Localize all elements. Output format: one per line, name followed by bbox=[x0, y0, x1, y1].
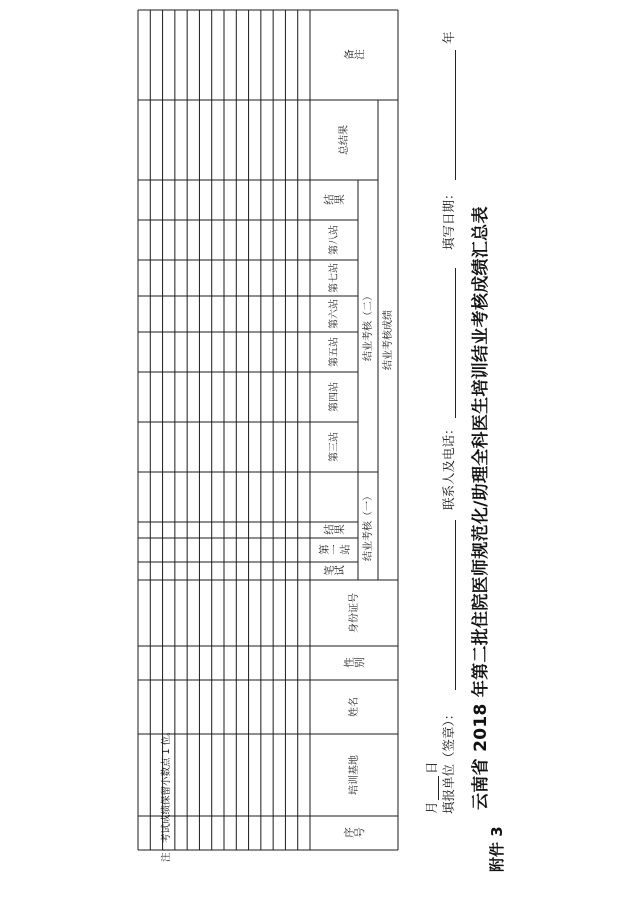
annex-label: 附件 3 bbox=[488, 826, 506, 872]
header-station5: 第五站 bbox=[329, 337, 340, 367]
header-total: 总结果 bbox=[339, 125, 350, 155]
header-station3: 第三站 bbox=[329, 432, 340, 462]
fill-date-label: 填写日期： bbox=[441, 187, 456, 250]
header-exam-group: 结业考核成绩 bbox=[383, 310, 394, 370]
header-station4: 第四站 bbox=[329, 382, 340, 412]
header-id: 身份证号 bbox=[349, 593, 360, 633]
header-station6: 第六站 bbox=[329, 299, 340, 329]
summary-table bbox=[18, 0, 618, 880]
header-name: 姓名 bbox=[349, 697, 360, 717]
contact-label: 联系人及电话： bbox=[441, 422, 456, 510]
year-char: 年 bbox=[441, 31, 456, 44]
header-station1: 第一站 bbox=[318, 544, 350, 556]
header-station8: 第八站 bbox=[329, 225, 340, 255]
header-result2: 结果 bbox=[323, 194, 345, 206]
day-char: 日 bbox=[424, 761, 439, 774]
document-title: 云南省 2018 年第二批住院医师规范化/助理全科医生培训结业考核成绩汇总表 bbox=[471, 206, 491, 810]
header-exam-two: 结业考核（二） bbox=[363, 291, 374, 361]
header-remark: 备注 bbox=[343, 49, 365, 61]
header-base: 培训基地 bbox=[349, 755, 360, 795]
month-char: 月 bbox=[424, 801, 439, 814]
header-exam-one: 结业考核（一） bbox=[363, 491, 374, 561]
header-station7: 第七站 bbox=[329, 263, 340, 293]
header-written: 笔试 bbox=[323, 565, 345, 577]
fill-unit-label: 填报单位（签章）： bbox=[441, 707, 456, 814]
document-sheet bbox=[18, 0, 618, 880]
header-result1: 结果 bbox=[323, 524, 345, 536]
footnote: 注：考试成绩保留小数点 1 位。 bbox=[161, 726, 172, 862]
header-gender: 性别 bbox=[343, 657, 365, 669]
header-seq: 序号 bbox=[343, 827, 365, 839]
